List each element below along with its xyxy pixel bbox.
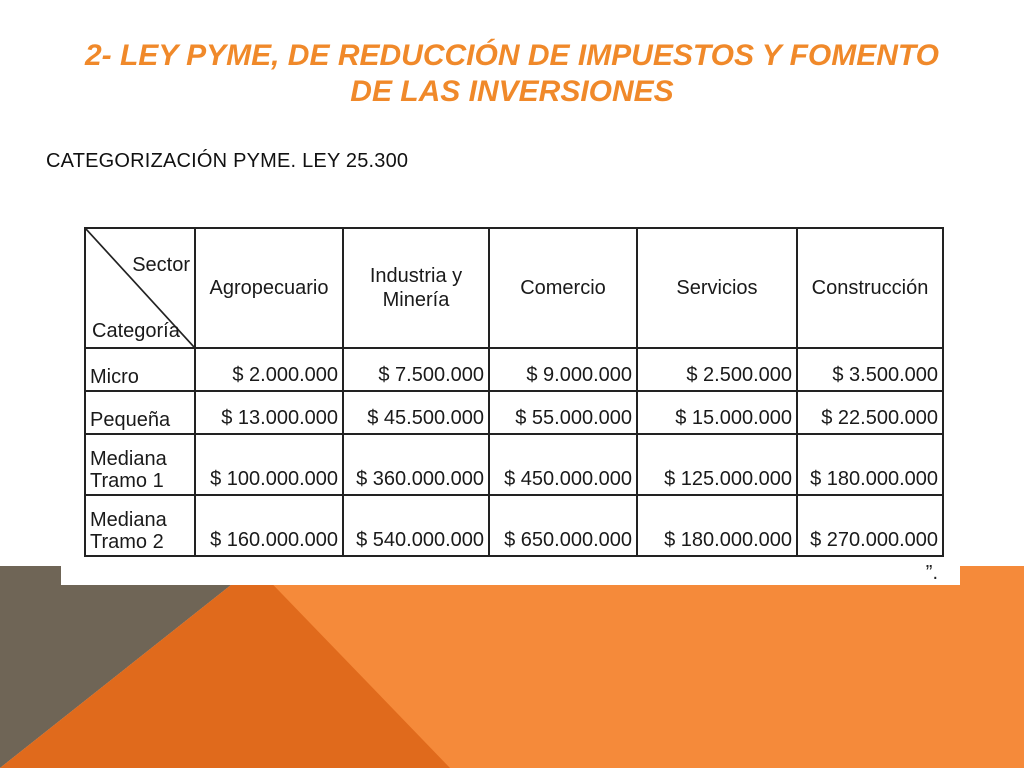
closing-quote-mark: ”. xyxy=(925,562,938,584)
table-row-micro xyxy=(85,348,943,391)
column-header-comercio: Comercio xyxy=(489,228,637,348)
table-cell: $ 100.000.000 xyxy=(195,434,343,495)
table-header-row xyxy=(85,228,943,348)
table-cell: $ 125.000.000 xyxy=(637,434,797,495)
slide-title: 2- LEY PYME, DE REDUCCIÓN DE IMPUESTOS Y FOMENTO DE LAS INVERSIONES xyxy=(84,39,940,108)
corner-header-cell xyxy=(85,228,195,348)
row-label: Micro xyxy=(85,348,195,391)
table-row-mediana-tramo-2 xyxy=(85,495,943,556)
table-cell: $ 450.000.000 xyxy=(489,434,637,495)
column-header-agropecuario: Agropecuario xyxy=(195,228,343,348)
table-cell: $ 13.000.000 xyxy=(195,391,343,434)
table-cell: $ 180.000.000 xyxy=(637,495,797,556)
table-cell: $ 3.500.000 xyxy=(797,348,943,391)
row-label: Mediana Tramo 2 xyxy=(85,495,195,556)
table-cell: $ 270.000.000 xyxy=(797,495,943,556)
table-cell: $ 15.000.000 xyxy=(637,391,797,434)
table-cell: $ 540.000.000 xyxy=(343,495,489,556)
table-cell: $ 7.500.000 xyxy=(343,348,489,391)
table-cell: $ 160.000.000 xyxy=(195,495,343,556)
table-cell: $ 9.000.000 xyxy=(489,348,637,391)
table-cell: $ 2.500.000 xyxy=(637,348,797,391)
table-cell: $ 360.000.000 xyxy=(343,434,489,495)
column-header-industria-mineria: Industria y Minería xyxy=(343,228,489,348)
table-card xyxy=(61,211,960,585)
table-row-mediana-tramo-1 xyxy=(85,434,943,495)
table-cell: $ 45.500.000 xyxy=(343,391,489,434)
slide-subtitle: CATEGORIZACIÓN PYME. LEY 25.300 xyxy=(46,150,409,172)
column-header-construccion: Construcción xyxy=(797,228,943,348)
table-cell: $ 55.000.000 xyxy=(489,391,637,434)
table-cell: $ 650.000.000 xyxy=(489,495,637,556)
table-cell: $ 2.000.000 xyxy=(195,348,343,391)
corner-sector-label: Sector xyxy=(132,254,190,276)
table-cell: $ 180.000.000 xyxy=(797,434,943,495)
pyme-categorization-table xyxy=(84,227,944,557)
row-label: Pequeña xyxy=(85,391,195,434)
table-cell: $ 22.500.000 xyxy=(797,391,943,434)
row-label: Mediana Tramo 1 xyxy=(85,434,195,495)
column-header-servicios: Servicios xyxy=(637,228,797,348)
corner-categoria-label: Categoría xyxy=(92,320,180,342)
table-row-pequena xyxy=(85,391,943,434)
